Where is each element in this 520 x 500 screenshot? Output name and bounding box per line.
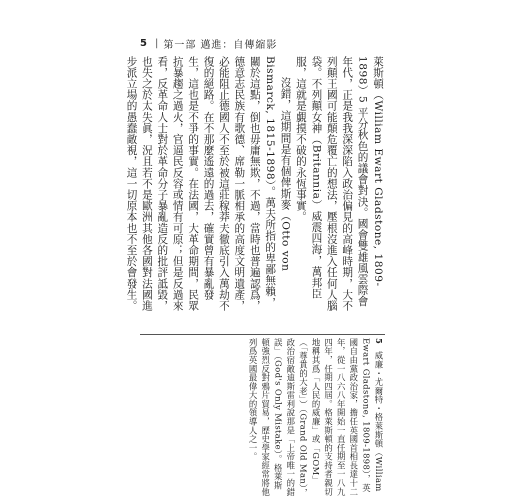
paragraph-1: 萊斯頓（William Ewart Gladstone, 1809-1898）5 平分秋色的議會對決。國會雙雄風雲際會年代，正是我我深深陷入政治偏見的高峰時期，大不列顛王國可能顛危覆亡的想法，壓根沒進入任何人腦袋。不列顛女神（Britannia）威震四海，萬邦臣服，這就是覷摸不破的永恆事實。 bbox=[294, 56, 384, 312]
chapter-title: 邁進：自傳縮影 bbox=[200, 40, 278, 51]
page-number: 5 bbox=[140, 38, 148, 49]
footnote-text: 威廉・尤爾特・格萊斯頓（William Ewart Gladstone, 1809-1898），英國自由黨政治家，擔任英國首相長達十二年，從一八六八年開始一直任期至一八九四年，任期四屆。格萊斯頓的支持者親切地稱其爲「人民的威廉」或「GOM」（「尊貴的大老」）（Grand Old Man），政治宿敵迪斯雷利說那是「上帝唯一的錯誤」（God's Only Mistake）。格萊斯頓強烈反對鴉片貿易，歷史學家經常將他列爲英國最偉大的領導人之一。 bbox=[248, 338, 384, 498]
part-label: 第一部 bbox=[163, 40, 197, 51]
footnote-divider bbox=[140, 334, 385, 335]
paragraph-2: 沒錯，這期間是有個俾斯麥（Otto von Bismarck, 1815-1898）。萬夫所指的卑鄙無賴，關於這點，倒也毋庸無欺，不過，當時也普遍認爲，德意志民族有歌德、席勒一脈相承的高度文明遺產，必能阻止德國人不至於被這莊稼莽夫徹底引入萬劫不復的絕路。在不那麼遙遠的過去，確實曾有暴亂發生，這也是不爭的事實。在法國，大革命期間，民眾抗暴趨之過火，官逼民反容或情有可原；但是反過來看，反革命人士對於革命分子暴亂造反的批評詆毀，也失之於太失眞，況且若不是歐洲其他各國對法國進步派立場的愚蠢敵視，這一切原本也不至於會發生。 bbox=[125, 56, 292, 312]
header-divider: | bbox=[154, 38, 160, 49]
footnote-number: 5 bbox=[374, 338, 384, 345]
body-text bbox=[125, 56, 385, 318]
footnote bbox=[139, 338, 385, 498]
running-header bbox=[140, 36, 277, 51]
